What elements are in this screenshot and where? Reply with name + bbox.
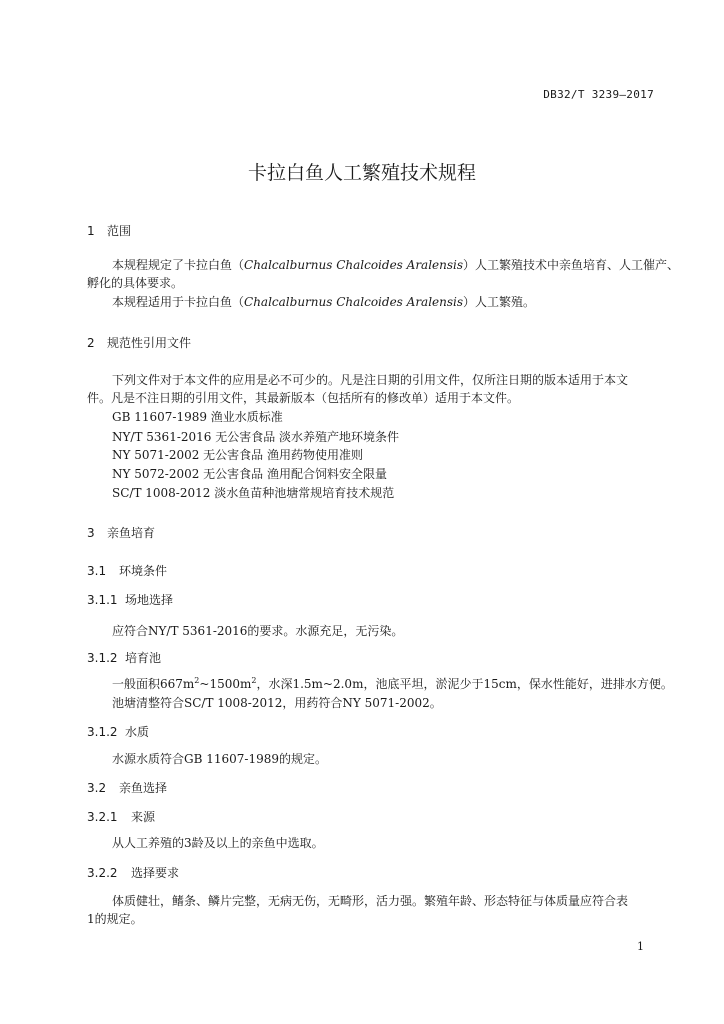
paragraph [112,675,673,693]
section-title: 场地选择 [125,593,174,607]
paragraph: 水源水质符合GB 11607-1989的规定。 [112,752,327,766]
section-number: 3.1.1 [87,593,118,607]
section-title: 来源 [131,810,156,824]
text-run: 一般面积667m [112,677,195,691]
section-title: 培育池 [125,651,162,665]
text-run: ，水深1.5m~2.0m，池底平坦，淤泥少于15cm，保水性能好，进排水方便。 [256,677,673,691]
standard-code: DB32/T 3239—2017 [543,88,654,101]
page-number: 1 [637,940,644,953]
subsection-3-2-2-heading [87,864,179,881]
section-number: 2 [87,336,95,350]
paragraph [112,293,535,311]
section-2-heading [87,334,191,351]
reference-item: NY 5072-2002 无公害食品 渔用配合饲料安全限量 [112,467,387,481]
section-1-heading [87,222,131,239]
reference-item: SC/T 1008-2012 淡水鱼苗种池塘常规培育技术规范 [112,486,395,500]
section-title: 亲鱼培育 [107,526,156,540]
superscript: 2 [251,676,257,685]
section-number: 3 [87,526,95,540]
subsection-3-2-1-heading [87,808,155,825]
text-run: ）人工繁殖。 [463,295,536,309]
section-title: 范围 [107,224,132,238]
section-title: 环境条件 [119,564,168,578]
document-title: 卡拉白鱼人工繁殖技术规程 [247,162,476,184]
paragraph-continuation: 件。凡是不注日期的引用文件，其最新版本（包括所有的修改单）适用于本文件。 [87,391,520,405]
section-title: 规范性引用文件 [107,336,192,350]
superscript: 2 [194,676,200,685]
section-number: 1 [87,224,95,238]
subsection-3-1-3-heading [87,723,149,740]
subsection-3-1-heading [87,562,167,579]
reference-item: NY 5071-2002 无公害食品 渔用药物使用准则 [112,448,363,462]
section-number: 3.1 [87,564,107,578]
paragraph: 应符合NY/T 5361-2016的要求。水源充足，无污染。 [112,624,404,638]
section-title: 选择要求 [131,866,180,880]
paragraph-continuation: 孵化的具体要求。 [87,276,184,290]
reference-item: GB 11607-1989 渔业水质标准 [112,410,283,424]
paragraph [112,256,679,274]
section-title: 水质 [125,725,150,739]
section-number: 3.1.2 [87,651,118,665]
section-3-heading [87,524,155,541]
section-number: 3.2.2 [87,866,118,880]
subsection-3-1-1-heading [87,591,173,608]
paragraph: 体质健壮，鳍条、鳞片完整，无病无伤，无畸形，活力强。繁殖年龄、形态特征与体质量应符合表 [112,894,629,908]
paragraph: 下列文件对于本文件的应用是必不可少的。凡是注日期的引用文件，仅所注日期的版本适用于本文 [112,373,629,387]
reference-item: NY/T 5361-2016 无公害食品 淡水养殖产地环境条件 [112,430,400,444]
text-run: 本规程规定了卡拉白鱼（ [112,258,245,272]
section-title: 亲鱼选择 [119,781,168,795]
section-number: 3.2.1 [87,810,118,824]
text-run: ~1500m [199,677,252,691]
text-run: 本规程适用于卡拉白鱼（ [112,295,245,309]
section-number: 3.2 [87,781,107,795]
subsection-3-2-heading [87,779,167,796]
paragraph: 池塘清整符合SC/T 1008-2012，用药符合NY 5071-2002。 [112,696,442,710]
text-run: ）人工繁殖技术中亲鱼培育、人工催产、 [463,258,680,272]
section-number: 3.1.2 [87,725,118,739]
paragraph-continuation: 1的规定。 [87,912,143,926]
subsection-3-1-2-heading [87,649,161,666]
scientific-name: Chalcalburnus Chalcoides Aralensis [244,258,464,272]
scientific-name: Chalcalburnus Chalcoides Aralensis [244,295,464,309]
paragraph: 从人工养殖的3龄及以上的亲鱼中选取。 [112,836,324,850]
